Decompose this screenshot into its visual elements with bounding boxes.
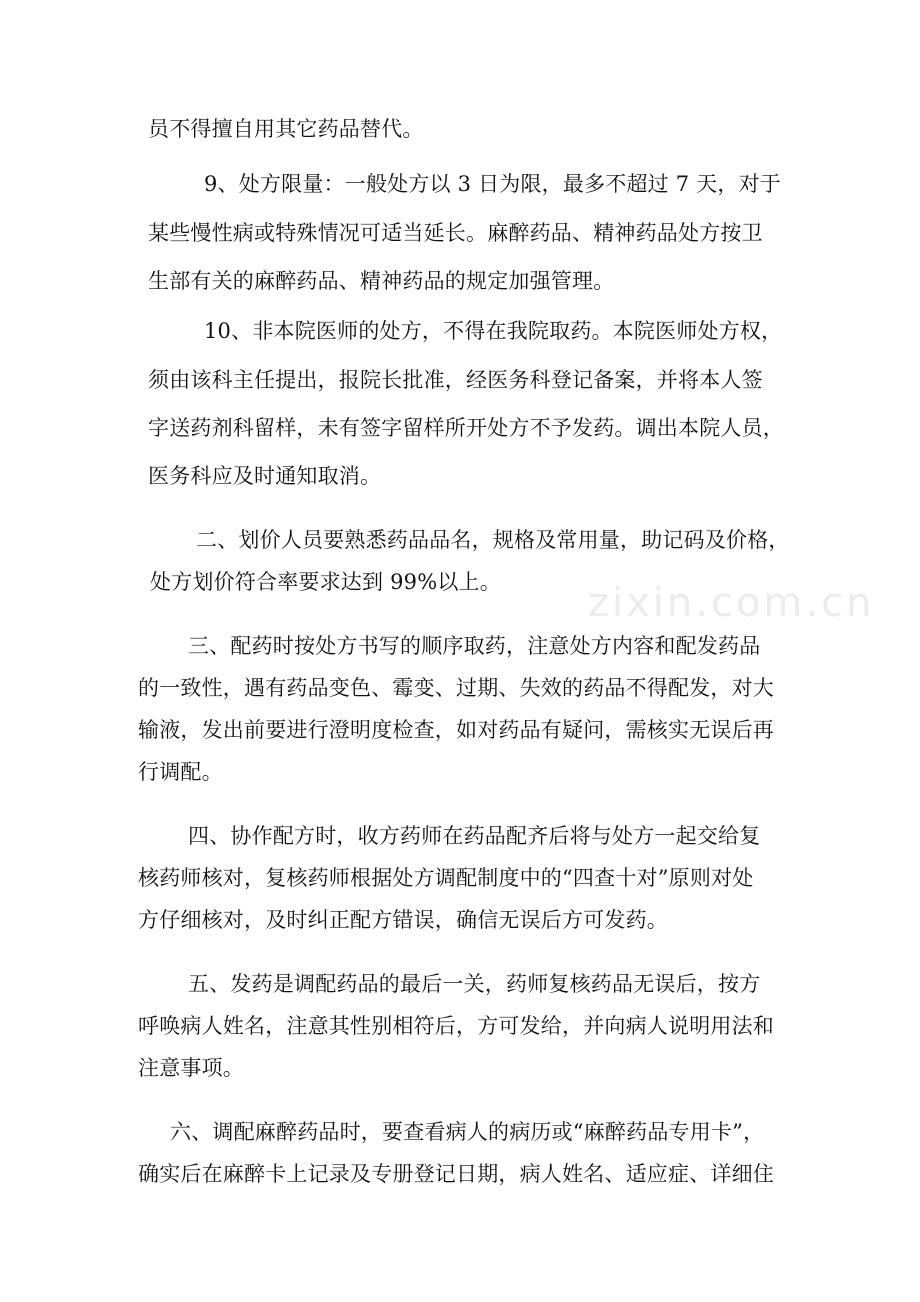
text-line: 生部有关的麻醉药品、精神药品的规定加强管理。 [148,269,615,293]
text-line: 四、协作配方时，收方药师在药品配齐后将与处方一起交给复 [188,824,761,848]
text-line: 核药师核对，复核药师根据处方调配制度中的“四查十对”原则对处 [138,866,754,890]
text-line: 员不得擅自用其它药品替代。 [148,117,424,141]
text-line: 二、划价人员要熟悉药品品名，规格及常用量，助记码及价格， [196,528,790,552]
text-line: 9、处方限量：一般处方以 3 日为限，最多不超过 7 天，对于 [204,172,781,196]
text-line: 输液，发出前要进行澄明度检查，如对药品有疑问，需核实无误后再 [138,718,774,742]
text-line: 六、调配麻醉药品时，要查看病人的病历或“麻醉药品专用卡”， [170,1120,765,1144]
text-line: 的一致性，遇有药品变色、霉变、过期、失效的药品不得配发，对大 [138,676,774,700]
text-line: 五、发药是调配药品的最后一关，药师复核药品无误后，按方 [188,972,761,996]
text-line: 确实后在麻醉卡上记录及专册登记日期，病人姓名、适应症、详细住 [138,1162,774,1186]
text-line: 行调配。 [138,760,223,784]
text-line: 方仔细核对，及时纠正配方错误，确信无误后方可发药。 [138,908,668,932]
text-line: 某些慢性病或特殊情况可适当延长。麻醉药品、精神药品处方按卫 [148,221,763,245]
text-line: 须由该科主任提出，报院长批准，经医务科登记备案，并将本人签 [148,368,763,392]
text-line: 医务科应及时通知取消。 [148,464,382,488]
text-line: 处方划价符合率要求达到 99%以上。 [150,570,501,594]
text-line: 注意事项。 [138,1056,244,1080]
text-line: 10、非本院医师的处方，不得在我院取药。本院医师处方权， [204,319,783,343]
text-line: 字送药剂科留样，未有签字留样所开处方不予发药。调出本院人员， [148,416,784,440]
watermark: zixin.com.cn [588,580,875,626]
text-line: 呼唤病人姓名，注意其性别相符后，方可发给，并向病人说明用法和 [138,1014,774,1038]
text-line: 三、配药时按处方书写的顺序取药，注意处方内容和配发药品 [188,634,761,658]
